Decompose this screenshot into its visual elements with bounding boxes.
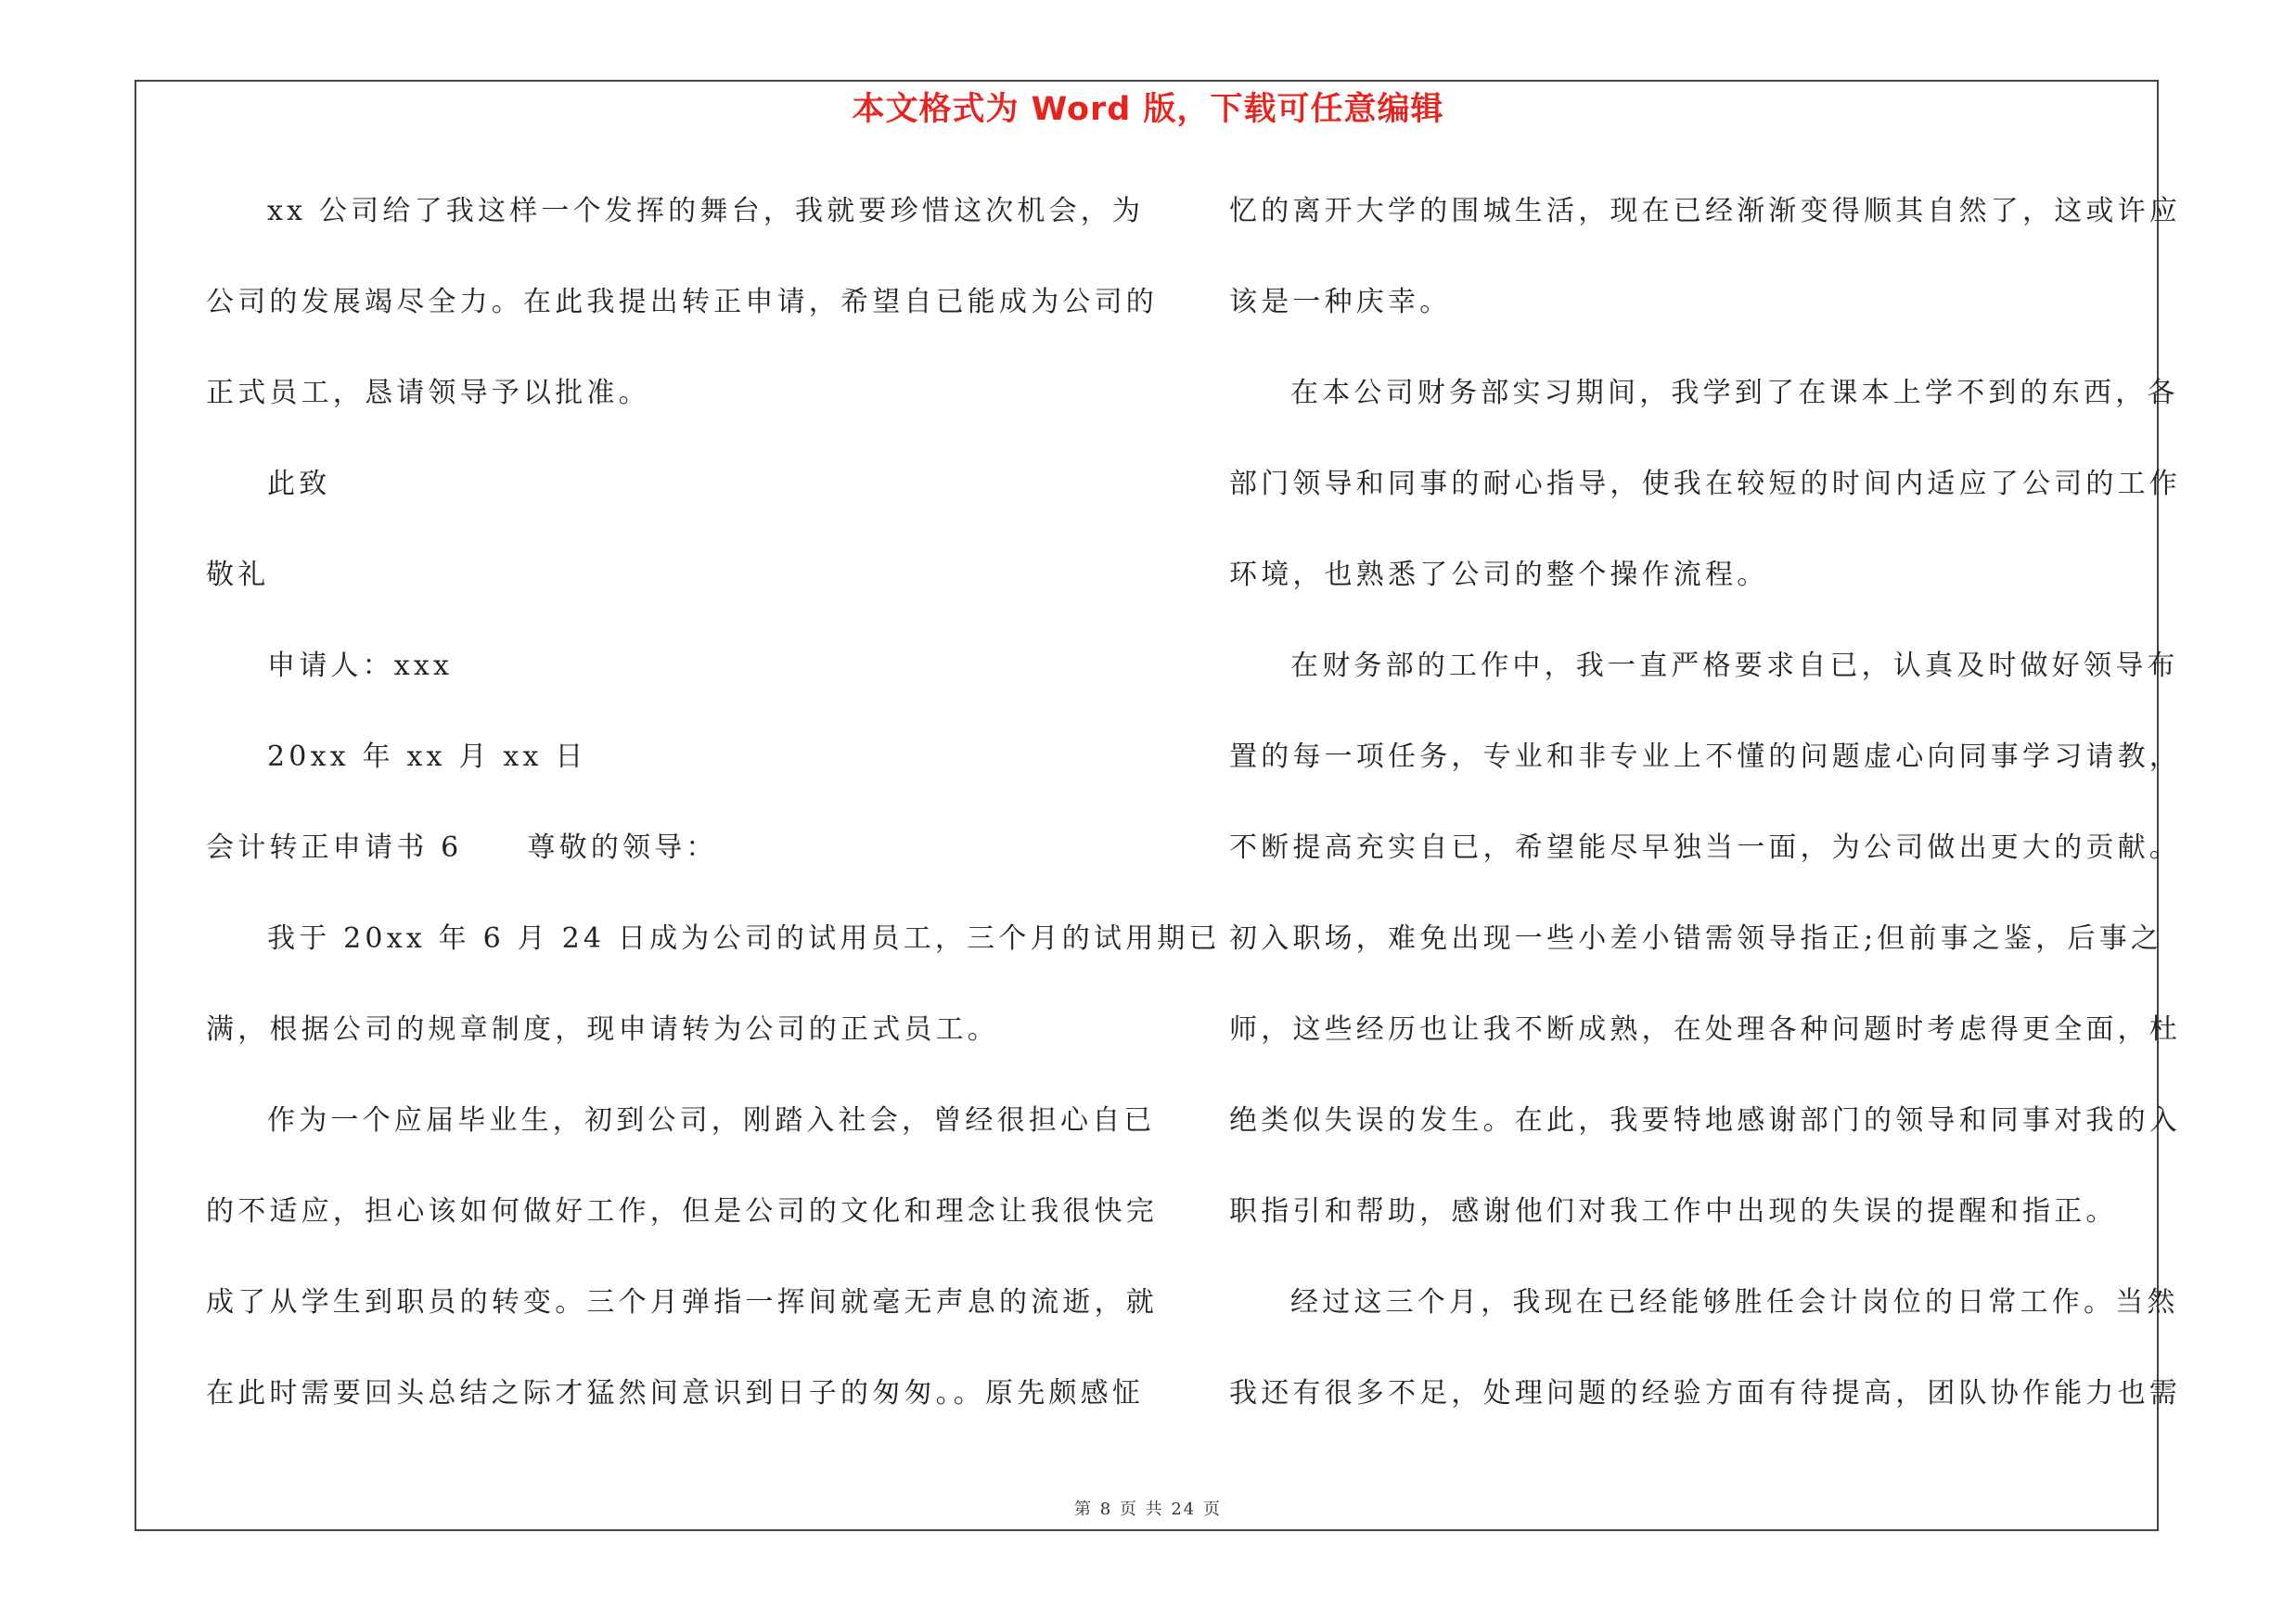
text-line	[206, 275, 1158, 366]
text-line	[1229, 1275, 2179, 1366]
text-line-content: 不断提高充实自已，希望能尽早独当一面，为公司做出更大的贡献。	[1229, 831, 2181, 864]
text-line-content: 申请人：xxx	[267, 650, 454, 682]
text-line	[206, 547, 1124, 638]
text-line-content: 20xx 年 xx 月 xx 日	[267, 741, 587, 773]
text-line	[1229, 820, 2181, 911]
text-line	[206, 457, 1124, 547]
text-line	[1229, 638, 2179, 729]
text-line-content: 部门领导和同事的耐心指导，使我在较短的时间内适应了公司的工作	[1229, 468, 2181, 500]
text-line-content: 我于 20xx 年 6 月 24 日成为公司的试用员工，三个月的试用期已	[267, 922, 1221, 955]
text-line	[1229, 1002, 2181, 1093]
text-line	[1229, 1366, 2181, 1457]
text-line-content: 绝类似失误的发生。在此，我要特地感谢部门的领导和同事对我的入	[1229, 1104, 2181, 1137]
text-line	[206, 638, 1124, 729]
text-line-content: 敬礼	[206, 559, 270, 591]
text-line	[206, 1275, 1158, 1366]
text-line-content: 经过这三个月，我现在已经能够胜任会计岗位的日常工作。当然	[1290, 1286, 2179, 1319]
text-line	[1229, 729, 2181, 820]
text-line-content: 职指引和帮助，感谢他们对我工作中出现的失误的提醒和指正。	[1229, 1195, 2118, 1228]
text-line	[1229, 911, 2163, 1002]
text-line	[206, 1002, 1124, 1093]
text-line	[1229, 275, 2148, 366]
text-line	[206, 911, 1221, 1002]
text-line-content: 忆的离开大学的围城生活，现在已经渐渐变得顺其自然了，这或许应	[1229, 195, 2181, 227]
text-line-content: xx 公司给了我这样一个发挥的舞台，我就要珍惜这次机会，为	[267, 195, 1145, 227]
text-line	[1229, 547, 2148, 638]
right-column	[1229, 184, 2181, 1457]
text-line-content: 在财务部的工作中，我一直严格要求自已，认真及时做好领导布	[1290, 650, 2179, 682]
text-line-content: 此致	[267, 468, 331, 500]
format-banner: 本文格式为 Word 版，下载可任意编辑	[852, 91, 1444, 128]
text-line	[1229, 1093, 2181, 1184]
text-line	[1229, 184, 2181, 275]
text-line-content: 在此时需要回头总结之际才猛然间意识到日子的匆匆。。原先颇感怔	[206, 1377, 1144, 1410]
text-line-content: 该是一种庆幸。	[1229, 286, 1452, 318]
salutation: 尊敬的领导：	[527, 831, 718, 864]
page-number-footer: 第 8 页 共 24 页	[1074, 1500, 1222, 1519]
text-line-content: 会计转正申请书 6	[206, 831, 463, 864]
text-line-content: 我还有很多不足，处理问题的经验方面有待提高，团队协作能力也需	[1229, 1377, 2181, 1410]
text-line	[206, 1184, 1158, 1275]
text-line-content: 的不适应，担心该如何做好工作，但是公司的文化和理念让我很快完	[206, 1195, 1158, 1228]
text-line-content: 初入职场，难免出现一些小差小错需领导指正;但前事之鉴，后事之	[1229, 922, 2163, 955]
text-line-content: 正式员工，恳请领导予以批准。	[206, 377, 650, 409]
text-line-content: 置的每一项任务，专业和非专业上不懂的问题虚心向同事学习请教，	[1229, 741, 2181, 773]
text-line-content: 成了从学生到职员的转变。三个月弹指一挥间就毫无声息的流逝，就	[206, 1286, 1158, 1319]
text-line-content: 师，这些经历也让我不断成熟，在处理各种问题时考虑得更全面，杜	[1229, 1013, 2181, 1046]
text-line-content: 满，根据公司的规章制度，现申请转为公司的正式员工。	[206, 1013, 999, 1046]
text-line	[206, 729, 1124, 820]
text-line	[206, 1093, 1156, 1184]
text-line	[1229, 1184, 2148, 1275]
left-column	[206, 184, 1221, 1457]
text-line	[1229, 457, 2181, 547]
text-line	[206, 1366, 1144, 1457]
text-line-content: 作为一个应届毕业生，初到公司，刚踏入社会，曾经很担心自已	[267, 1104, 1156, 1137]
text-line-content: 环境，也熟悉了公司的整个操作流程。	[1229, 559, 1769, 591]
text-line-content: 公司的发展竭尽全力。在此我提出转正申请，希望自已能成为公司的	[206, 286, 1158, 318]
text-line	[1229, 366, 2179, 457]
text-line	[206, 820, 1124, 911]
text-line	[206, 184, 1145, 275]
text-line	[206, 366, 1124, 457]
text-line-content: 在本公司财务部实习期间，我学到了在课本上学不到的东西，各	[1290, 377, 2179, 409]
